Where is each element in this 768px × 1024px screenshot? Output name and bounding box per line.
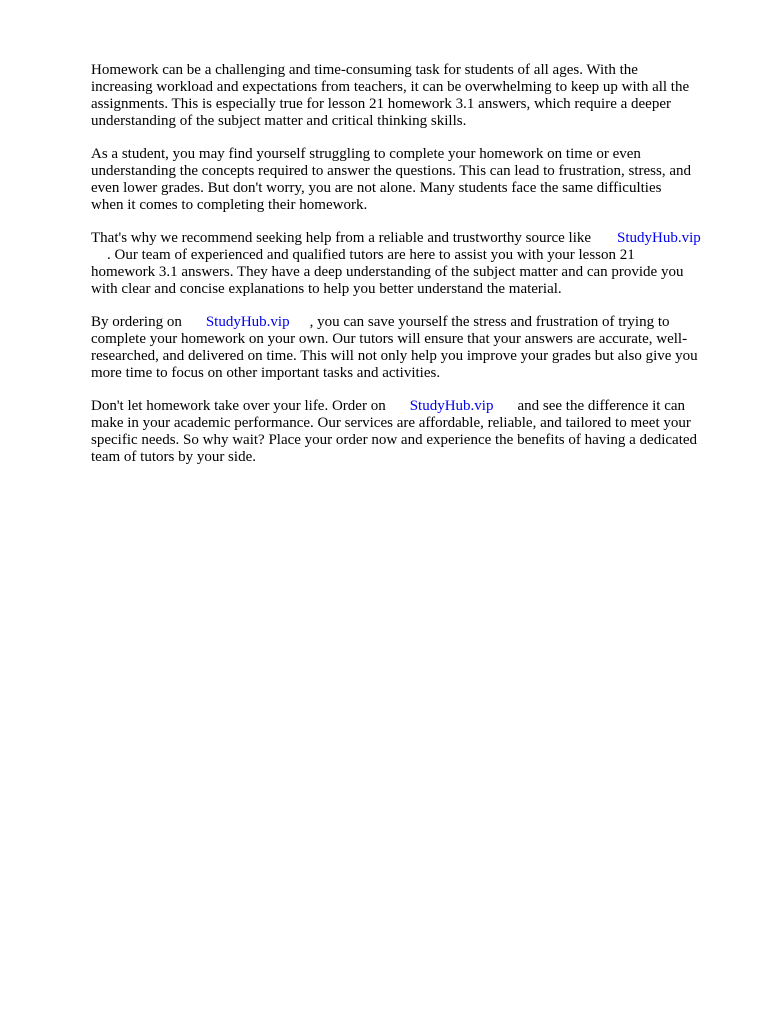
paragraph-5-line-2: make in your academic performance. Our services are affordable, reliable, and tailored to meet your bbox=[91, 415, 691, 431]
paragraph-3-line-4: with clear and concise explanations to help you better understand the material. bbox=[91, 281, 562, 297]
paragraph-5 bbox=[91, 398, 697, 466]
paragraph-5-line-3: specific needs. So why wait? Place your order now and experience the benefits of having a dedicated bbox=[91, 432, 698, 448]
paragraph-2 bbox=[91, 146, 691, 214]
paragraph-4 bbox=[91, 314, 698, 382]
paragraph-1-line-2: increasing workload and expectations from teachers, it can be overwhelming to keep up with all the bbox=[91, 79, 690, 95]
paragraph-2-line-1: As a student, you may find yourself struggling to complete your homework on time or even bbox=[91, 146, 641, 162]
paragraph-1-line-4: understanding of the subject matter and critical thinking skills. bbox=[91, 113, 467, 129]
paragraph-1-line-1: Homework can be a challenging and time-consuming task for students of all ages. With the bbox=[91, 62, 638, 78]
paragraph-5-text-before-link: Don't let homework take over your life. Order on bbox=[91, 398, 386, 414]
studyhub-link-3[interactable]: StudyHub.vip bbox=[409, 398, 494, 414]
paragraph-4-text-after-link: , you can save yourself the stress and frustration of trying to bbox=[309, 314, 670, 330]
studyhub-link-2[interactable]: StudyHub.vip bbox=[205, 314, 290, 330]
paragraph-5-line-4: team of tutors by your side. bbox=[91, 449, 256, 465]
paragraph-2-line-2: understanding the concepts required to answer the questions. This can lead to frustration, stress, and bbox=[91, 163, 691, 179]
paragraph-1 bbox=[91, 62, 689, 130]
paragraph-3-line-1 bbox=[91, 230, 701, 247]
paragraph-3-line-2: . Our team of experienced and qualified tutors are here to assist you with your lesson 21 bbox=[107, 247, 635, 263]
paragraph-4-line-3: researched, and delivered on time. This will not only help you improve your grades but also give you bbox=[91, 348, 698, 364]
paragraph-2-line-4: when it comes to completing their homework. bbox=[91, 197, 368, 213]
paragraph-5-text-after-link: and see the difference it can bbox=[517, 398, 686, 414]
paragraph-4-line-4: more time to focus on other important tasks and activities. bbox=[91, 365, 441, 381]
studyhub-link-1[interactable]: StudyHub.vip bbox=[617, 230, 701, 246]
paragraph-4-line-1 bbox=[91, 314, 698, 331]
paragraph-1-line-3: assignments. This is especially true for lesson 21 homework 3.1 answers, which require a deeper bbox=[91, 96, 671, 112]
paragraph-2-line-3: even lower grades. But don't worry, you are not alone. Many students face the same difficulties bbox=[91, 180, 662, 196]
paragraph-4-text-before-link: By ordering on bbox=[91, 314, 182, 330]
paragraph-3 bbox=[91, 230, 701, 298]
paragraph-3-line-3: homework 3.1 answers. They have a deep understanding of the subject matter and can provide you bbox=[91, 264, 684, 280]
paragraph-3-text-before-link: That's why we recommend seeking help from a reliable and trustworthy source like bbox=[91, 230, 592, 246]
paragraph-5-line-1 bbox=[91, 398, 697, 415]
paragraph-4-line-2: complete your homework on your own. Our tutors will ensure that your answers are accurate, well- bbox=[91, 331, 688, 347]
